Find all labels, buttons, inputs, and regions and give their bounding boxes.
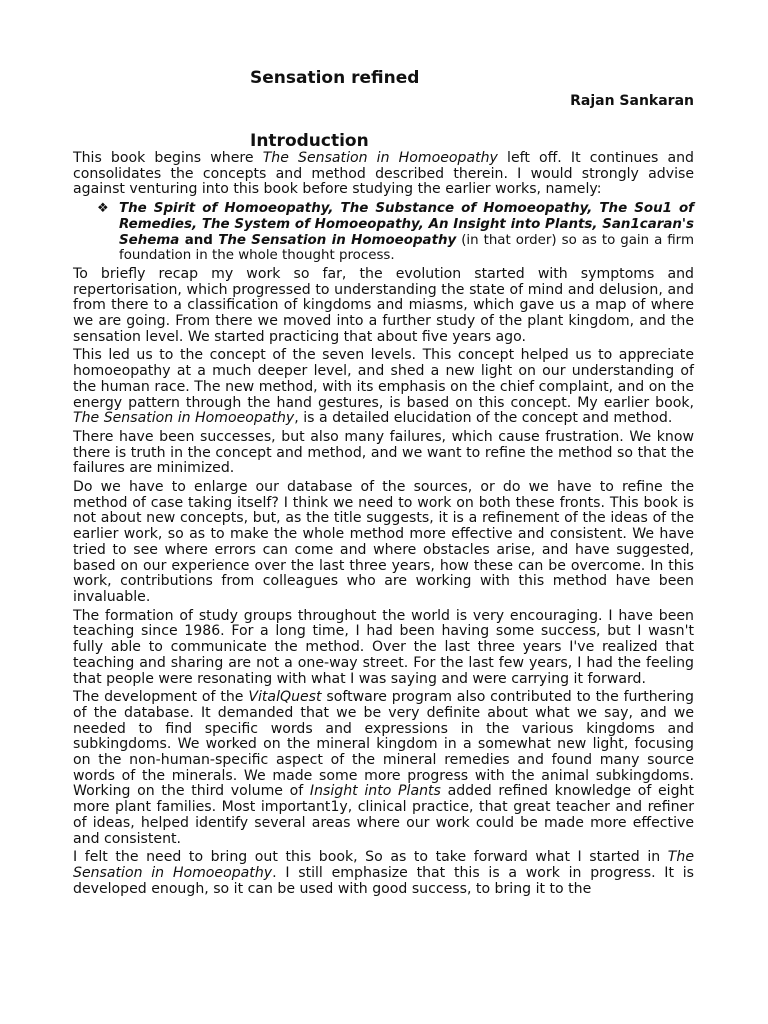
list-item-text: The Spirit of Homoeopathy, The Substance of Homoeopathy, The Sou1 of Remedies, The System of Homoeopathy, An Insight into Plants, San1caran's Sehema and The Sensation in Homoeopathy (in that order) so as to gain a firm foundation in the whole thought process. (119, 201, 694, 264)
software-name: VitalQuest (248, 689, 322, 706)
paragraph-2: To briefly recap my work so far, the evolution started with symptoms and repertorisation, which progressed to understanding the state of mind and delusion, and from there to a classification of kingdoms and miasms, which gave us a map of where we are going. From there we moved into a further study of the plant kingdom, and the sensation level. We started practicing that about five years ago. (73, 265, 694, 345)
paragraph-3: This led us to the concept of the seven levels. This concept helped us to appreciate homoeopathy at a much deeper level, and shed a new light on our understanding of the human race. The new method, with its emphasis on the chief complaint, and on the energy pattern through the hand gestures, is based on this concept. My earlier book, The Sensation in Homoeopathy, is a detailed elucidation of the concept and method. (73, 347, 694, 427)
paragraph-1: This book begins where The Sensation in Homoeopathy left off. It continues and consolidates the concepts and method described therein. I would strongly advise against venturing into this book before studying the earlier works, namely: (73, 150, 694, 198)
paragraph-4: There have been successes, but also many failures, which cause frustration. We know there is truth in the concept and method, and we want to refine the method so that the failures are minimized. (73, 428, 694, 477)
book-title: The Sensation in Homoeopathy (73, 410, 295, 427)
book-title: The Sensation in Homoeopathy (262, 150, 498, 166)
paragraph-8: I felt the need to bring out this book, So as to take forward what I started in The Sensation in Homoeopathy. I still emphasize that this is a work in progress. It is developed enough, so it can be used with good success, to bring it to the (73, 849, 694, 897)
section-heading: Introduction (250, 131, 369, 151)
body-text (73, 151, 694, 900)
paragraph-5: Do we have to enlarge our database of the sources, or do we have to refine the method of case taking itself? I think we need to work on both these fronts. This book is not about new concepts, but, as the title suggests, it is a refinement of the ideas of the earlier work, so as to make the whole method more effective and consistent. We have tried to see where errors can come and where obstacles arise, and have suggested, based on our experience over the last three years, how these can be overcome. In this work, contributions from colleagues who are working with this method have been invaluable. (73, 479, 694, 605)
list-item (97, 201, 694, 264)
diamond-bullet-icon: ❖ (97, 201, 109, 217)
author-name: Rajan Sankaran (570, 93, 694, 109)
book-title: Insight into Plants (309, 783, 441, 800)
paragraph-7: The development of the VitalQuest software program also contributed to the furthering of the database. It demanded that we be very definite about what we say, and we needed to find specific words and expressions in the various kingdoms and subkingdoms. We worked on the mineral kingdom in a somewhat new light, focusing on the non-human-specific aspect of the mineral remedies and found many source words of the minerals. We made some more progress with the animal subkingdoms. Working on the third volume of Insight into Plants added refined knowledge of eight more plant families. Most important1y, clinical practice, that great teacher and refiner of ideas, helped identify several areas where our work could be made more effective and consistent. (73, 689, 695, 847)
document-title: Sensation refined (250, 68, 420, 88)
book-title: The Sensation in Homoeopathy (73, 849, 694, 881)
paragraph-6: The formation of study groups throughout the world is very encouraging. I have been teaching since 1986. For a long time, I had been having some success, but I wasn't fully able to communicate the method. Over the last three years I've realized that teaching and sharing are not a one-way street. For the last few years, I had the feeling that people were resonating with what I was saying and were carrying it forward. (73, 607, 694, 687)
